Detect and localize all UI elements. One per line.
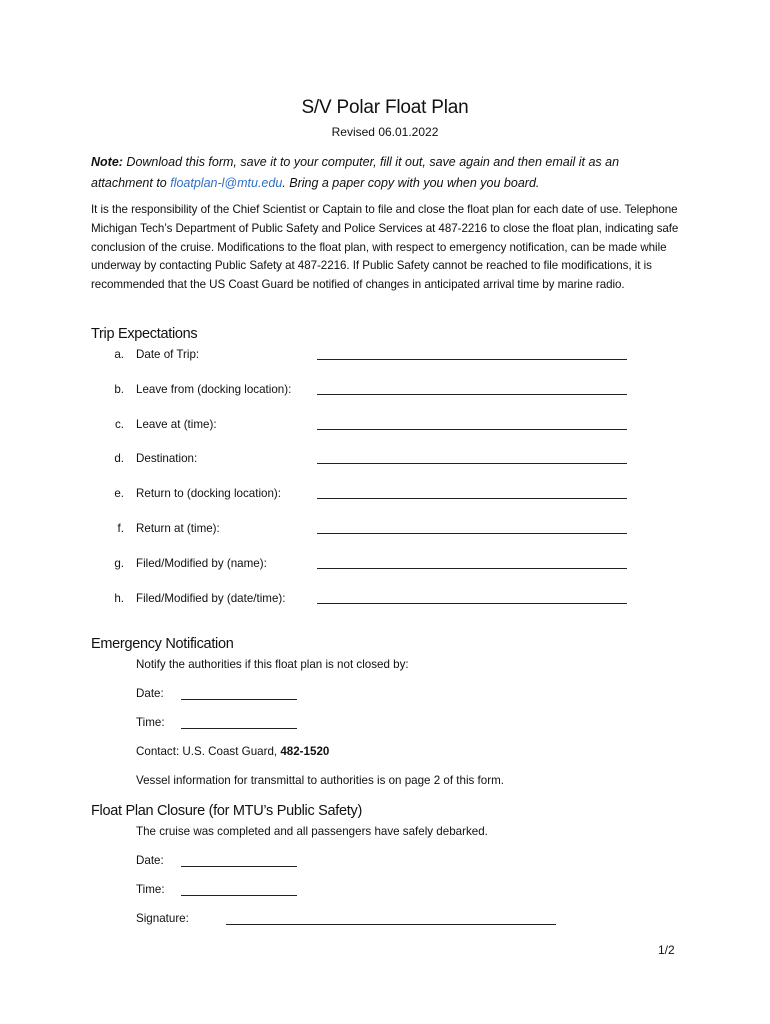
trip-item-label: Destination: xyxy=(136,452,198,465)
trip-item-label: Return at (time): xyxy=(136,522,220,535)
emergency-date-field[interactable] xyxy=(181,687,297,700)
trip-item-letter: d. xyxy=(114,452,124,465)
emergency-date-label: Date: xyxy=(136,687,164,700)
note-paragraph xyxy=(91,152,681,194)
closure-heading: Float Plan Closure (for MTU’s Public Safety) xyxy=(91,803,362,819)
trip-item-letter: b. xyxy=(114,383,124,396)
closure-time-field[interactable] xyxy=(181,883,297,896)
trip-item-input-line[interactable] xyxy=(317,451,627,464)
contact-label: Contact: U.S. Coast Guard, xyxy=(136,745,281,758)
trip-item-input-line[interactable] xyxy=(317,486,627,499)
vessel-info-text: Vessel information for transmittal to authorities is on page 2 of this form. xyxy=(136,774,504,787)
note-text: Download this form, save it to your computer, fill it out, save again and then email it as an attachment to xyxy=(91,155,620,190)
trip-item-input-line[interactable] xyxy=(317,556,627,569)
trip-item-label: Filed/Modified by (name): xyxy=(136,557,267,570)
closure-signature-label: Signature: xyxy=(136,912,189,925)
trip-item-label: Leave from (docking location): xyxy=(136,383,292,396)
trip-item-input-line[interactable] xyxy=(317,382,627,395)
trip-expectations-heading: Trip Expectations xyxy=(91,326,198,342)
trip-item-input-line[interactable] xyxy=(317,417,627,430)
emergency-time-label: Time: xyxy=(136,716,165,729)
closure-time-label: Time: xyxy=(136,883,165,896)
closure-statement: The cruise was completed and all passengers have safely debarked. xyxy=(136,825,488,838)
trip-item-letter: h. xyxy=(114,592,124,605)
emergency-contact xyxy=(136,745,329,758)
trip-item-input-line[interactable] xyxy=(317,521,627,534)
trip-item-input-line[interactable] xyxy=(317,591,627,604)
page-number: 1/2 xyxy=(658,943,675,957)
emergency-notify-text: Notify the authorities if this float plan is not closed by: xyxy=(136,658,409,671)
trip-item-letter: a. xyxy=(114,348,124,361)
closure-signature-field[interactable] xyxy=(226,912,556,925)
closure-date-label: Date: xyxy=(136,854,164,867)
document-title: S/V Polar Float Plan xyxy=(301,97,469,118)
contact-number: 482-1520 xyxy=(280,745,330,758)
trip-item-label: Return to (docking location): xyxy=(136,487,281,500)
closure-date-field[interactable] xyxy=(181,854,297,867)
revision-date: Revised 06.01.2022 xyxy=(331,125,439,139)
email-link[interactable]: floatplan-l@mtu.edu xyxy=(170,176,283,190)
trip-item-letter: e. xyxy=(114,487,124,500)
trip-item-input-line[interactable] xyxy=(317,347,627,360)
trip-item-letter: f. xyxy=(117,522,124,535)
emergency-time-field[interactable] xyxy=(181,716,297,729)
note-lead: Note: xyxy=(91,155,123,169)
trip-item-label: Leave at (time): xyxy=(136,418,217,431)
intro-paragraph: It is the responsibility of the Chief Scientist or Captain to file and close the float plan for each date of use. Telephone Michigan Tech’s Department of Public Safety and Police Services at 487-2216 to close the float plan, indicating safe conclusion of the cruise. Modifications to the float plan, with respect to emergency notification, can be made while underway by contacting Public Safety at 487-2216. If Public Safety cannot be reached to file modifications, it is recommended that the US Coast Guard be notified of changes in anticipated arrival time by marine radio. xyxy=(91,203,679,292)
note-text-end: . Bring a paper copy with you when you board. xyxy=(282,176,540,190)
trip-item-letter: c. xyxy=(114,418,124,431)
emergency-notification-heading: Emergency Notification xyxy=(91,636,234,652)
trip-item-label: Filed/Modified by (date/time): xyxy=(136,592,286,605)
trip-item-label: Date of Trip: xyxy=(136,348,200,361)
trip-item-letter: g. xyxy=(114,557,124,570)
